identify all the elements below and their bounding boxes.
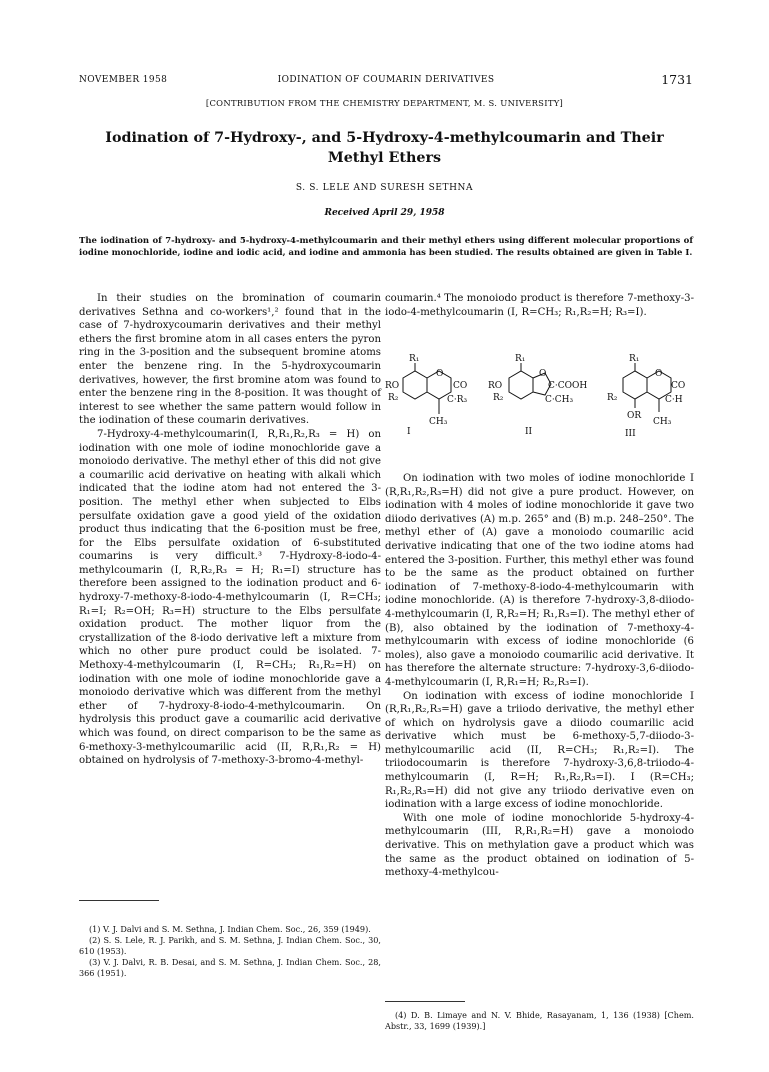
footnote: (2) S. S. Lele, R. J. Parikh, and S. M. Sethna, J. Indian Chem. Soc., 30, 610 (1953).	[79, 934, 381, 956]
right-column-top	[385, 292, 694, 319]
structure-label-iii: III	[625, 429, 636, 439]
label-r2: R₂	[388, 393, 399, 403]
page-number: 1731	[661, 72, 693, 87]
label-cooh: C·COOH	[548, 381, 588, 391]
left-column	[79, 292, 381, 768]
label-cch3: C·CH₃	[545, 395, 574, 405]
label-ch: C·H	[665, 395, 683, 405]
label-o: O	[436, 369, 444, 379]
received-date: Received April 29, 1958	[324, 208, 445, 218]
paragraph: On iodination with two moles of iodine monochloride I (R,R₁,R₂,R₃=H) did not give a pure product. However, on iodination with 4 moles of iodine monochloride it gave two diiodo derivatives (A) m.p. 265° and (B) m.p. 248–250°. The methyl ether of (A) gave a monoiodo coumarilic acid derivative indicating that one of the two iodine atoms had entered the 3-position. Further, this methyl ether was found to be the same as the product obtained on further iodination of 7-methoxy-8-iodo-4-methylcoumarin with iodine monochloride. (A) is therefore 7-hydroxy-3,8-diiodo-4-methylcoumarin (I, R,R₂=H; R₁,R₃=I). The methyl ether of (B), also obtained by the iodination of 7-methoxy-4-methylcoumarin with excess of iodine monochloride (6 moles), also gave a monoiodo coumarilic acid derivative. It has therefore the alternate structure: 7-hydroxy-3,6-diiodo-4-methylcoumarin (I, R,R₁=H; R₂,R₃=I).	[385, 473, 694, 688]
header-date: NOVEMBER 1958	[79, 75, 168, 85]
footnote-divider	[385, 1001, 465, 1002]
contribution-line: [CONTRIBUTION FROM THE CHEMISTRY DEPARTMENT, M. S. UNIVERSITY]	[205, 98, 564, 108]
label-r1: R₁	[515, 354, 526, 364]
label-o: O	[539, 369, 547, 379]
structure-diagram	[385, 352, 694, 462]
structure-label-ii: II	[525, 427, 533, 437]
label-cr3: C·R₃	[447, 395, 468, 405]
benzene-ring-iii	[623, 371, 647, 399]
paragraph: In their studies on the bromination of coumarin derivatives Sethna and co-workers¹,² found that in the case of 7-hydroxycoumarin derivatives and their methyl ethers the first bromine atom in all cases enters the pyron ring in the 3-position and the subsequent bromine atoms enter the benzene ring. In the 5-hydroxycoumarin derivatives, however, the first bromine atom was found to enter the benzene ring in the 8-position. It was thought of interest to see whether the same pattern would follow in the iodination of these coumarin derivatives.	[79, 293, 381, 427]
label-ch3: CH₃	[653, 417, 672, 427]
label-r1: R₁	[629, 354, 640, 364]
running-head	[79, 73, 693, 87]
label-ro: RO	[385, 381, 400, 391]
label-co: CO	[671, 381, 686, 391]
label-r2: R₂	[607, 393, 618, 403]
paragraph: 7-Hydroxy-4-methylcoumarin(I, R,R₁,R₂,R₃ = H) on iodination with one mole of iodine monochloride gave a monoiodo derivative. The methyl ether of this did not give a coumarilic acid derivative on heating with alkali which indicated that the iodine atom had not entered the 3-position. The methyl ether when subjected to Elbs persulfate oxidation gave a good yield of the oxidation product thus indicating that the 6-position must be free, for the Elbs persulfate oxidation of 6-substituted coumarins is very difficult.³ 7-Hydroxy-8-iodo-4-methylcoumarin (I, R,R₂,R₃ = H; R₁=I) structure has therefore been assigned to the iodination product and 6-hydroxy-7-methoxy-8-iodo-4-methylcoumarin (I, R=CH₃; R₁=I; R₂=OH; R₃=H) structure to the Elbs persulfate oxidation product. The mother liquor from the crystallization of the 8-iodo derivative left a mixture from which no other pure product could be isolated. 7-Methoxy-4-methylcoumarin (I, R=CH₃; R₁,R₂=H) on iodination with one mole of iodine monochloride gave a monoiodo derivative which was different from the methyl ether of 7-hydroxy-8-iodo-4-methylcoumarin. On hydrolysis this product gave a coumarilic acid derivative which was found, on direct comparison to be the same as 6-methoxy-3-methylcoumarilic acid (II, R,R₁,R₂ = H) obtained on hydrolysis of 7-methoxy-3-bromo-4-methyl-	[79, 428, 381, 767]
footnote: (3) V. J. Dalvi, R. B. Desai, and S. M. Sethna, J. Indian Chem. Soc., 28, 366 (1951).	[79, 956, 381, 978]
footnote: (1) V. J. Dalvi and S. M. Sethna, J. Indian Chem. Soc., 26, 359 (1949).	[89, 924, 371, 934]
label-ch3: CH₃	[429, 417, 448, 427]
paragraph: coumarin.⁴ The monoiodo product is therefore 7-methoxy-3-iodo-4-methylcoumarin (I, R=CH₃; R₁,R₂=H; R₃=I).	[385, 293, 694, 318]
label-r1: R₁	[409, 354, 420, 364]
paragraph: On iodination with excess of iodine monochloride I (R,R₁,R₂,R₃=H) gave a triiodo derivative, the methyl ether of which on hydrolysis gave a diiodo coumarilic acid derivative which must be 6-methoxy-5,7-diiodo-3-methylcoumarilic acid (II, R=CH₃; R₁,R₂=I). The triiodocoumarin is therefore 7-hydroxy-3,6,8-triiodo-4-methylcoumarin (I, R=H; R₁,R₂,R₃=I). I (R=CH₃; R₁,R₂,R₃=H) did not give any triiodo derivative even on iodination with a large excess of iodine monochloride.	[385, 690, 694, 811]
chemical-structures	[385, 352, 694, 462]
structure-label-i: I	[407, 427, 411, 437]
label-r2: R₂	[493, 393, 504, 403]
right-column	[385, 472, 694, 880]
label-ro: RO	[488, 381, 503, 391]
header-title: IODINATION OF COUMARIN DERIVATIVES	[277, 75, 495, 85]
right-footnotes	[385, 1010, 694, 1032]
label-or: OR	[627, 411, 642, 421]
benzene-ring-ii	[509, 371, 533, 399]
authors: S. S. LELE AND SURESH SETHNA	[295, 183, 474, 193]
footnote-divider	[79, 900, 159, 901]
left-footnotes	[79, 924, 381, 979]
article-title: Iodination of 7-Hydroxy-, and 5-Hydroxy-4-methylcoumarin and Their Methyl Ethers	[105, 130, 664, 166]
footnote: (4) D. B. Limaye and N. V. Bhide, Rasayanam, 1, 136 (1938) [Chem. Abstr., 33, 1699 (1939).]	[385, 1010, 694, 1031]
label-o: O	[655, 369, 663, 379]
abstract: The iodination of 7-hydroxy- and 5-hydroxy-4-methylcoumarin and their methyl ethers using different molecular proportions of iodine monochloride, iodine and iodic acid, and iodine and ammonia has been studied. The results obtained are given in Table I.	[79, 236, 693, 258]
benzene-ring-i	[403, 371, 427, 399]
paragraph: With one mole of iodine monochloride 5-hydroxy-4-methylcoumarin (III, R,R₁,R₂=H) gave a monoiodo derivative. This on methylation gave a product which was the same as the product obtained on iodination of 5-methoxy-4-methylcou-	[385, 812, 694, 879]
label-co: CO	[453, 381, 468, 391]
